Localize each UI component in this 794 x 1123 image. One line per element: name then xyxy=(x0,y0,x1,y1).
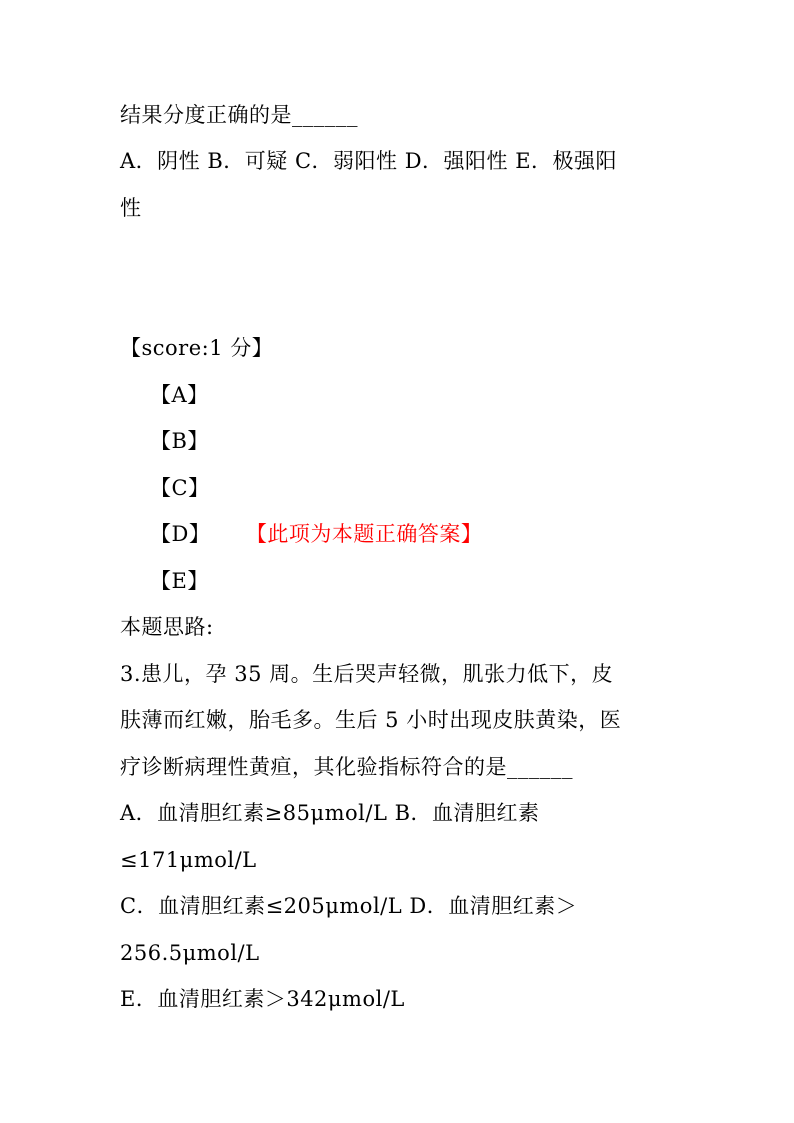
question3-stem-line-2: 肤薄而红嫩，胎毛多。生后 5 小时出现皮肤黄染，医 xyxy=(120,708,622,732)
answer-option-d: 【D】 xyxy=(150,522,211,546)
question3-stem-line-3: 疗诊断病理性黄疸，其化验指标符合的是______ xyxy=(120,755,573,779)
explanation-label: 本题思路: xyxy=(120,615,214,639)
question-options-line-1: A．阴性 B．可疑 C．弱阳性 D．强阳性 E．极强阳 xyxy=(120,149,618,173)
answer-option-a: 【A】 xyxy=(150,383,209,407)
question3-option-line-3: C．血清胆红素≤205μmol/L D．血清胆红素＞ xyxy=(120,894,578,918)
question3-option-line-2: ≤171μmol/L xyxy=(120,848,257,872)
question3-stem-line-1: 3.患儿，孕 35 周。生后哭声轻微，肌张力低下，皮 xyxy=(120,662,614,686)
question3-option-line-5: E．血清胆红素＞342μmol/L xyxy=(120,987,405,1011)
answer-option-e: 【E】 xyxy=(150,569,209,593)
question3-option-line-4: 256.5μmol/L xyxy=(120,941,260,965)
answer-option-c: 【C】 xyxy=(150,476,210,500)
question-stem-tail: 结果分度正确的是______ xyxy=(120,103,358,127)
answer-option-d-row xyxy=(150,519,482,549)
score-label: 【score:1 分】 xyxy=(120,336,274,360)
question-options-line-2: 性 xyxy=(120,196,142,220)
question3-option-line-1: A．血清胆红素≥85μmol/L B．血清胆红素 xyxy=(120,801,540,825)
correct-answer-marker: 【此项为本题正确答案】 xyxy=(256,522,483,546)
answer-option-b: 【B】 xyxy=(150,429,209,453)
